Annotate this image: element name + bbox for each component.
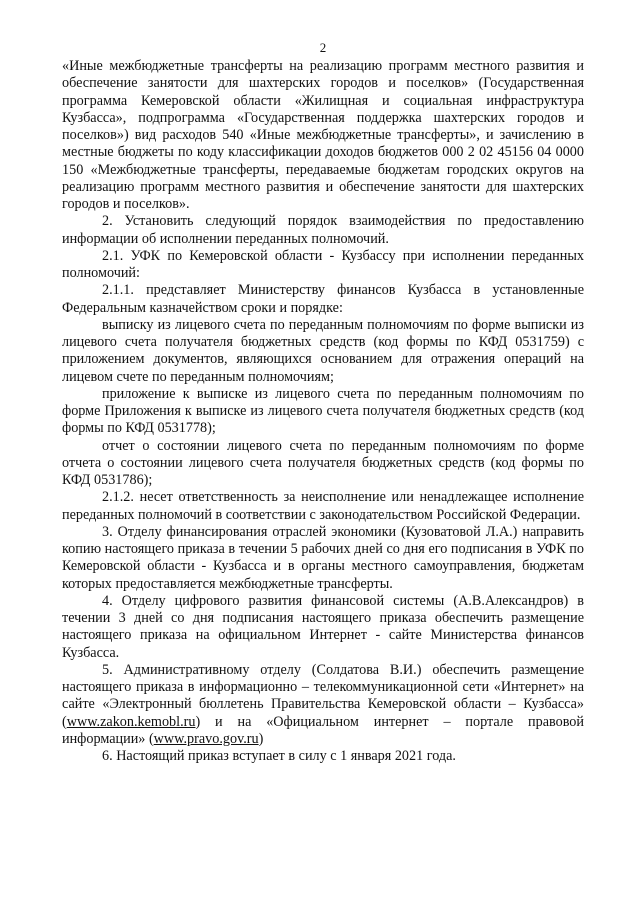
paragraph-account-report: отчет о состоянии лицевого счета по переданным полномочиям по форме отчета о состоянии лицевого счета получателя бюджетных средств (код формы по КФД 0531786); — [62, 437, 584, 488]
paragraph-statement-appendix: приложение к выписке из лицевого счета по переданным полномочиям по форме Приложения к выписке из лицевого счета получателя бюджетных средств (код формы по КФД 0531778); — [62, 385, 584, 437]
zakon-kemobl-link[interactable]: www.zakon.kemobl.ru — [66, 713, 196, 730]
paragraph-6-effective-date: 6. Настоящий приказ вступает в силу с 1 января 2021 года. — [102, 748, 456, 764]
paragraph-5-text-2: ) и на «Официальном интернет – портале правовой информации» ( — [62, 713, 584, 747]
paragraph-2-1-1-reports: 2.1.1. представляет Министерству финансов Кузбасса в установленные Федеральным казначейством сроки и порядке: — [62, 282, 584, 316]
paragraph-2-1-ufk: 2.1. УФК по Кемеровской области - Кузбассу при исполнении переданных полномочий: — [62, 247, 584, 281]
paragraph-2-1-2-responsibility: 2.1.2. несет ответственность за неисполнение или ненадлежащее исполнение переданных полномочий в соответствии с законодательством Российской Федерации. — [62, 489, 584, 523]
document-body — [62, 58, 584, 765]
paragraph-account-statement: выписку из лицевого счета по переданным полномочиям по форме выписки из лицевого счета получателя бюджетных средств (код формы по КФД 0531759) с приложением документов, являющихся основанием для отражения операций на лицевом счете по переданным полномочиям; — [62, 316, 584, 385]
paragraph-2-interaction-order: 2. Установить следующий порядок взаимодействия по предоставлению информации об исполнении переданных полномочий. — [62, 213, 584, 247]
paragraph-4-publish-site: 4. Отделу цифрового развития финансовой системы (А.В.Александров) в течении 3 дней со дня подписания настоящего приказа обеспечить размещение настоящего приказа на официальном Интернет - сайте Министерства финансов Кузбасса. — [62, 592, 584, 661]
paragraph-5-publish-internet — [62, 662, 584, 748]
paragraph-5-text-3: ) — [258, 730, 264, 747]
page-number: 2 — [319, 40, 327, 55]
pravo-gov-link[interactable]: www.pravo.gov.ru — [153, 730, 259, 747]
paragraph-3-copy-order: 3. Отделу финансирования отраслей экономики (Кузоватовой Л.А.) направить копию настоящего приказа в течении 5 рабочих дней со дня его подписания в УФК по Кемеровской области - Кузбасса и в органы местного самоуправления, бюджетам которых предоставляется межбюджетные трансферты. — [62, 523, 584, 592]
paragraph-5-text-1: 5. Административному отделу (Солдатова В.И.) обеспечить размещение настоящего приказа в информационно – телекоммуникационной сети «Интернет» на сайте «Электронный бюллетень Правительства Кемеровской области – Кузбасса» ( — [62, 661, 584, 730]
paragraph-transfers-description: «Иные межбюджетные трансферты на реализацию программ местного развития и обеспечение занятости для шахтерских городов и поселков» (Государственная программа Кемеровской области «Жилищная и социальная инфраструктура Кузбасса», подпрограмма «Государственная поддержка шахтерских городов и поселков») вид расходов 540 «Иные межбюджетные трансферты», и зачислению в местные бюджеты по коду классификации доходов бюджетов 000 2 02 45156 04 0000 150 «Межбюджетные трансферты, передаваемые бюджетам городских округов на реализацию программ местного развития и обеспечение занятости для шахтерских городов и поселков». — [62, 58, 584, 212]
